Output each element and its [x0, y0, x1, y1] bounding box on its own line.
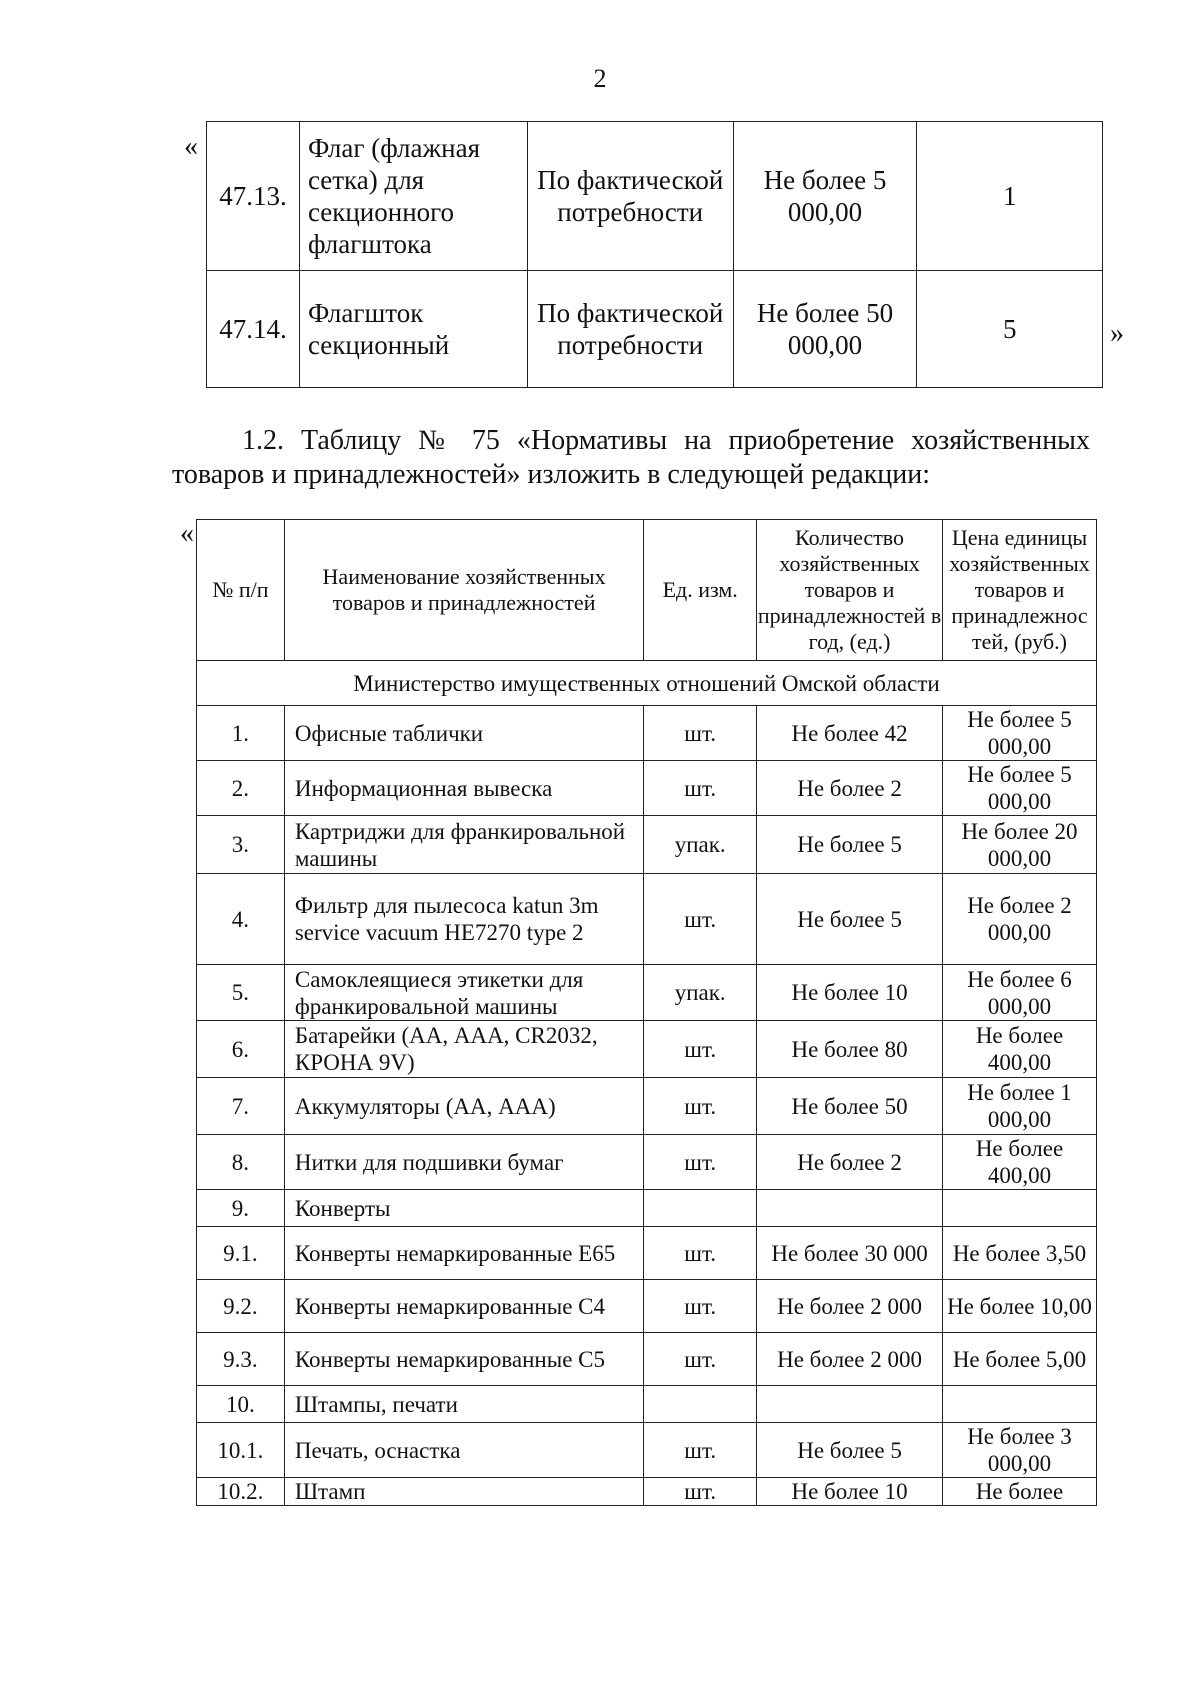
table-header-row [197, 520, 1097, 661]
item-unit: шт. [644, 1280, 757, 1333]
table-row [197, 1423, 1097, 1478]
item-unit [644, 1386, 757, 1423]
item-quantity: Не более 50 [757, 1078, 943, 1135]
header-price: Цена единицы хозяйственных товаров и принадлежнос тей, (руб.) [943, 520, 1097, 661]
item-unit: шт. [644, 1078, 757, 1135]
row-number: 4. [197, 874, 285, 965]
item-name: Штампы, печати [284, 1386, 643, 1423]
table1-open-quote: « [184, 131, 198, 162]
household-goods-table-body [197, 520, 1097, 1506]
section-title: Министерство имущественных отношений Омской области [197, 661, 1097, 706]
item-unit: шт. [644, 1135, 757, 1190]
row-number: 10. [197, 1386, 285, 1423]
row-number: 5. [197, 965, 285, 1021]
table-row [197, 706, 1097, 761]
table-row [207, 271, 1103, 388]
item-price: Не более 5 000,00 [943, 761, 1097, 816]
item-name: Штамп [284, 1478, 643, 1506]
item-quantity: Не более 2 000 [757, 1333, 943, 1386]
item-price: Не более 3 000,00 [943, 1423, 1097, 1478]
item-count: 5 [917, 271, 1103, 388]
item-quantity: Не более 42 [757, 706, 943, 761]
table-row [197, 816, 1097, 874]
item-quantity: Не более 30 000 [757, 1227, 943, 1280]
table-row [197, 1280, 1097, 1333]
item-quantity: Не более 5 [757, 874, 943, 965]
table-row [197, 761, 1097, 816]
item-name: Аккумуляторы (АА, ААА) [284, 1078, 643, 1135]
item-quantity: Не более 10 [757, 965, 943, 1021]
table-row [197, 1227, 1097, 1280]
row-number: 9. [197, 1190, 285, 1227]
item-quantity: Не более 2 [757, 761, 943, 816]
table2-open-quote: « [180, 518, 194, 549]
item-price: Не более 10,00 [943, 1280, 1097, 1333]
item-unit: шт. [644, 1333, 757, 1386]
row-number: 2. [197, 761, 285, 816]
item-unit: шт. [644, 1423, 757, 1478]
paragraph-line-1: 1.2. Таблицу № 75 «Нормативы на приобретение хозяйственных [242, 425, 1090, 456]
item-name: Конверты [284, 1190, 643, 1227]
item-name: Информационная вывеска [284, 761, 643, 816]
section-row [197, 661, 1097, 706]
row-number: 47.13. [207, 122, 300, 271]
instruction-paragraph [172, 424, 1090, 492]
table-row [207, 122, 1103, 271]
item-price: Не более 20 000,00 [943, 816, 1097, 874]
item-name: Самоклеящиеся этикетки для франкировальной машины [284, 965, 643, 1021]
item-quantity: Не более 80 [757, 1021, 943, 1078]
item-price: Не более 6 000,00 [943, 965, 1097, 1021]
item-unit: шт. [644, 874, 757, 965]
row-number: 6. [197, 1021, 285, 1078]
item-name: Конверты немаркированные С4 [284, 1280, 643, 1333]
table-row [197, 874, 1097, 965]
row-number: 1. [197, 706, 285, 761]
item-unit: шт. [644, 761, 757, 816]
table1-close-quote: » [1110, 318, 1124, 349]
item-quantity: По фактической потребности [527, 271, 733, 388]
item-price: Не более 5 000,00 [733, 122, 917, 271]
item-price [943, 1386, 1097, 1423]
item-price: Не более 5,00 [943, 1333, 1097, 1386]
item-price: Не более 50 000,00 [733, 271, 917, 388]
item-quantity: Не более 5 [757, 1423, 943, 1478]
item-price: Не более 3,50 [943, 1227, 1097, 1280]
item-price: Не более [943, 1478, 1097, 1506]
item-quantity: По фактической потребности [527, 122, 733, 271]
row-number: 8. [197, 1135, 285, 1190]
flag-table-body [207, 122, 1103, 388]
header-unit: Ед. изм. [644, 520, 757, 661]
table-row [197, 1021, 1097, 1078]
table-row [197, 1190, 1097, 1227]
page-number: 2 [593, 64, 607, 93]
item-price: Не более 400,00 [943, 1021, 1097, 1078]
household-goods-table [196, 519, 1097, 1506]
item-unit: шт. [644, 1021, 757, 1078]
table-row [197, 1386, 1097, 1423]
row-number: 10.1. [197, 1423, 285, 1478]
item-name: Флагшток секционный [299, 271, 527, 388]
item-unit: шт. [644, 706, 757, 761]
item-price: Не более 1 000,00 [943, 1078, 1097, 1135]
flag-table [206, 121, 1103, 388]
row-number: 47.14. [207, 271, 300, 388]
item-price: Не более 5 000,00 [943, 706, 1097, 761]
item-unit [644, 1190, 757, 1227]
row-number: 10.2. [197, 1478, 285, 1506]
row-number: 9.2. [197, 1280, 285, 1333]
item-quantity: Не более 2 [757, 1135, 943, 1190]
item-unit: шт. [644, 1227, 757, 1280]
item-name: Печать, оснастка [284, 1423, 643, 1478]
header-number: № п/п [197, 520, 285, 661]
row-number: 9.3. [197, 1333, 285, 1386]
item-quantity: Не более 2 000 [757, 1280, 943, 1333]
item-name: Флаг (флажная сетка) для секционного флагштока [299, 122, 527, 271]
table-row [197, 1333, 1097, 1386]
item-quantity [757, 1190, 943, 1227]
item-unit: упак. [644, 965, 757, 1021]
row-number: 3. [197, 816, 285, 874]
item-name: Офисные таблички [284, 706, 643, 761]
item-quantity: Не более 5 [757, 816, 943, 874]
item-name: Конверты немаркированные E65 [284, 1227, 643, 1280]
item-name: Нитки для подшивки бумаг [284, 1135, 643, 1190]
header-quantity: Количество хозяйственных товаров и принадлежностей в год, (ед.) [757, 520, 943, 661]
item-count: 1 [917, 122, 1103, 271]
item-name: Фильтр для пылесоса katun 3m service vacuum HE7270 type 2 [284, 874, 643, 965]
item-price: Не более 400,00 [943, 1135, 1097, 1190]
item-name: Батарейки (АА, ААА, CR2032, КРОНА 9V) [284, 1021, 643, 1078]
table-row [197, 1135, 1097, 1190]
item-price: Не более 2 000,00 [943, 874, 1097, 965]
table-row [197, 965, 1097, 1021]
item-quantity [757, 1386, 943, 1423]
paragraph-line-2: товаров и принадлежностей» изложить в следующей редакции: [172, 459, 931, 490]
row-number: 9.1. [197, 1227, 285, 1280]
item-price [943, 1190, 1097, 1227]
table-row [197, 1078, 1097, 1135]
table-row [197, 1478, 1097, 1506]
item-name: Конверты немаркированные С5 [284, 1333, 643, 1386]
item-name: Картриджи для франкировальной машины [284, 816, 643, 874]
item-quantity: Не более 10 [757, 1478, 943, 1506]
row-number: 7. [197, 1078, 285, 1135]
header-name: Наименование хозяйственных товаров и принадлежностей [284, 520, 643, 661]
item-unit: шт. [644, 1478, 757, 1506]
item-unit: упак. [644, 816, 757, 874]
